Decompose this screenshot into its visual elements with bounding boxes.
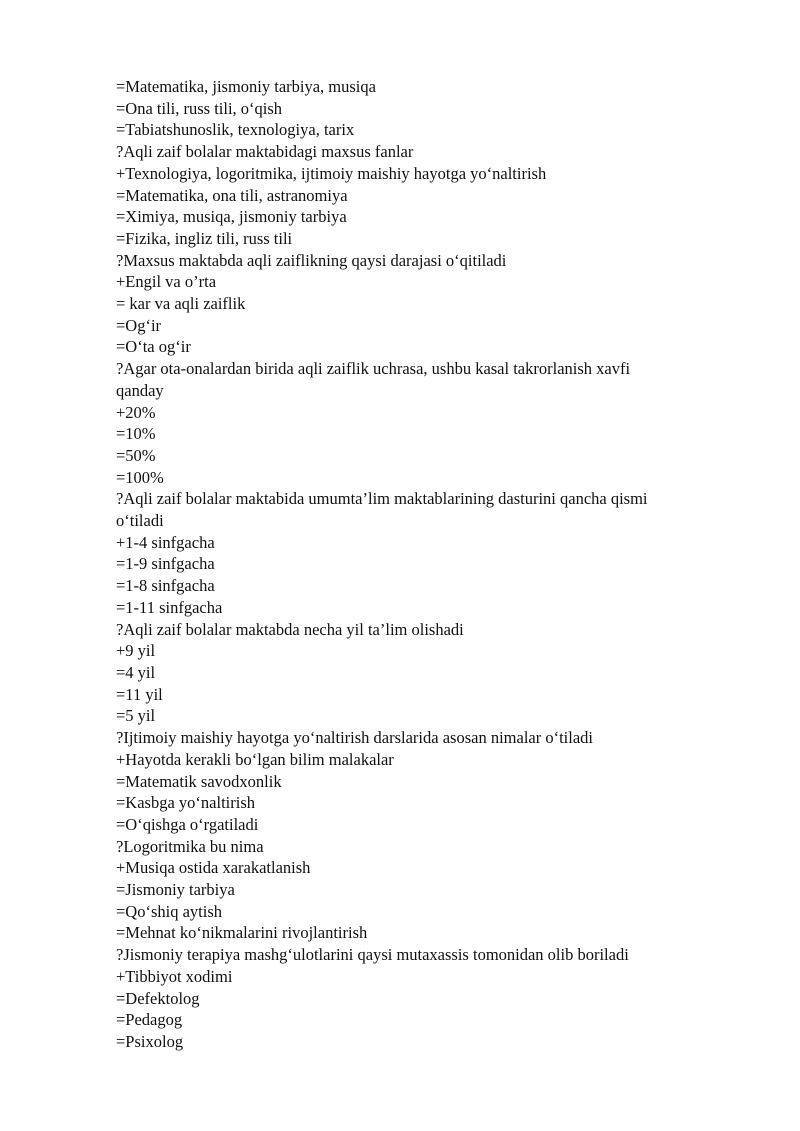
question-text-continued: qanday	[116, 380, 164, 400]
answer-option: =1-9 sinfgacha	[116, 554, 215, 574]
correct-answer: +Hayotda kerakli bo‘lgan bilim malakalar	[116, 749, 394, 769]
answer-option: =Pedagog	[116, 1010, 183, 1030]
correct-answer: +1-4 sinfgacha	[116, 532, 215, 552]
answer-option: =5 yil	[116, 706, 156, 726]
answer-option: =O‘qishga o‘rgatiladi	[116, 814, 259, 834]
question-text: ?Jismoniy terapiya mashg‘ulotlarini qaysi mutaxassis tomonidan olib boriladi	[116, 945, 629, 965]
question-text-continued: o‘tiladi	[116, 511, 164, 531]
answer-option: =Ona tili, russ tili, o‘qish	[116, 98, 283, 118]
answer-option: =Fizika, ingliz tili, russ tili	[116, 228, 293, 248]
answer-option: =Matematik savodxonlik	[116, 771, 282, 791]
answer-option: =Tabiatshunoslik, texnologiya, tarix	[116, 120, 355, 140]
answer-option: =Kasbga yo‘naltirish	[116, 793, 255, 813]
correct-answer: +Musiqa ostida xarakatlanish	[116, 858, 311, 878]
question-text: ?Logoritmika bu nima	[116, 836, 264, 856]
document-page	[116, 76, 716, 1053]
answer-option: =11 yil	[116, 684, 163, 704]
correct-answer: +9 yil	[116, 641, 156, 661]
answer-option: =1-8 sinfgacha	[116, 576, 215, 596]
answer-option: =50%	[116, 445, 156, 465]
answer-option: =Jismoniy tarbiya	[116, 880, 235, 900]
question-text: ?Aqli zaif bolalar maktabidagi maxsus fanlar	[116, 142, 414, 162]
answer-option: =Matematika, ona tili, astranomiya	[116, 185, 348, 205]
question-text: ?Agar ota-onalardan birida aqli zaiflik uchrasa, ushbu kasal takrorlanish xavfi	[116, 359, 631, 379]
answer-option: =Og‘ir	[116, 315, 162, 335]
question-text: ?Maxsus maktabda aqli zaiflikning qaysi darajasi o‘qitiladi	[116, 250, 507, 270]
answer-option: =4 yil	[116, 662, 156, 682]
question-text: ?Aqli zaif bolalar maktabda necha yil ta’lim olishadi	[116, 619, 464, 639]
answer-option: =Matematika, jismoniy tarbiya, musiqa	[116, 77, 376, 96]
question-text: ?Aqli zaif bolalar maktabida umumta’lim maktablarining dasturini qancha qismi	[116, 489, 648, 509]
answer-option: =Mehnat ko‘nikmalarini rivojlantirish	[116, 923, 368, 943]
correct-answer: +20%	[116, 402, 156, 422]
answer-option: =1-11 sinfgacha	[116, 597, 223, 617]
answer-option: =Defektolog	[116, 988, 200, 1008]
answer-option: =Psixolog	[116, 1031, 184, 1051]
correct-answer: +Texnologiya, logoritmika, ijtimoiy maishiy hayotga yo‘naltirish	[116, 163, 547, 183]
correct-answer: +Engil va o’rta	[116, 272, 217, 292]
answer-option: =Qo‘shiq aytish	[116, 901, 223, 921]
answer-option: =10%	[116, 424, 156, 444]
answer-option: =O‘ta og‘ir	[116, 337, 191, 357]
answer-option: =Ximiya, musiqa, jismoniy tarbiya	[116, 207, 347, 227]
correct-answer: +Tibbiyot xodimi	[116, 966, 233, 986]
answer-option: =100%	[116, 467, 164, 487]
question-text: ?Ijtimoiy maishiy hayotga yo‘naltirish darslarida asosan nimalar o‘tiladi	[116, 728, 594, 748]
answer-option: = kar va aqli zaiflik	[116, 294, 246, 314]
